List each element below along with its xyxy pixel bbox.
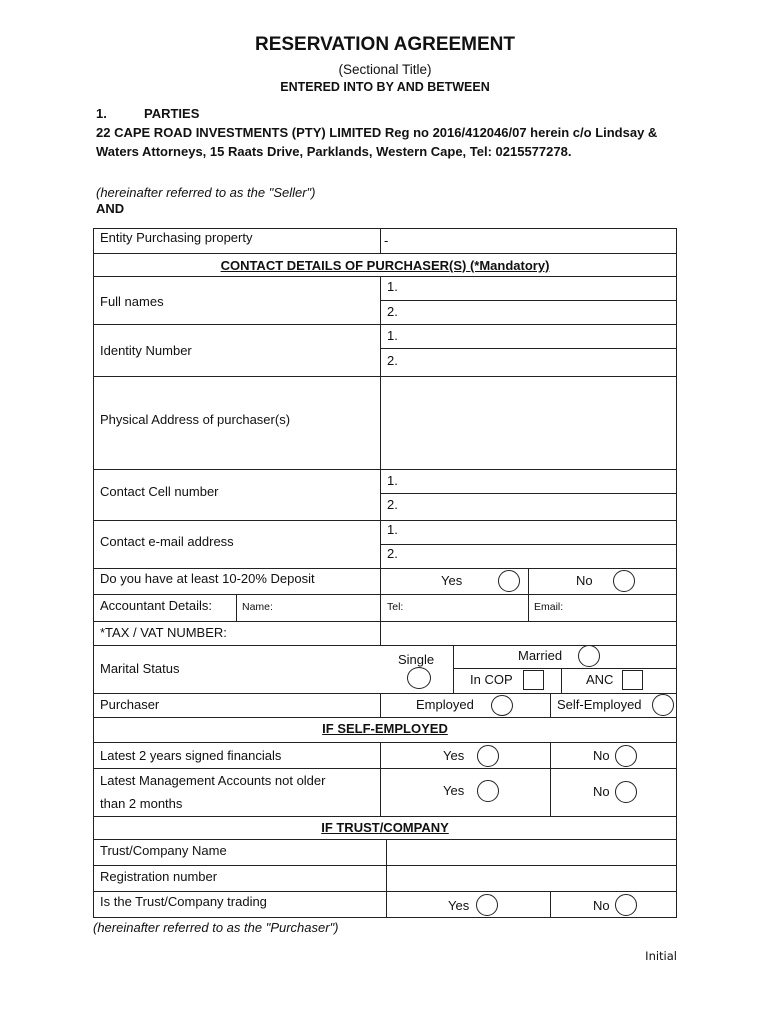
trading-yes-radio[interactable]: [476, 894, 498, 916]
identity-field-1[interactable]: 1.: [387, 328, 398, 343]
mgmt-yes-radio[interactable]: [477, 780, 499, 802]
marital-status-label: Marital Status: [100, 661, 180, 676]
contact-email-label: Contact e-mail address: [100, 534, 234, 549]
cell-field-1[interactable]: 1.: [387, 473, 398, 488]
mgmt-yes-label: Yes: [443, 783, 465, 798]
and-label: AND: [96, 201, 125, 216]
married-label: Married: [518, 648, 563, 663]
email-field-2[interactable]: 2.: [387, 546, 398, 561]
full-names-field-2[interactable]: 2.: [387, 304, 398, 319]
seller-reference: (hereinafter referred to as the "Seller"): [96, 185, 316, 200]
trading-no-radio[interactable]: [615, 894, 637, 916]
management-accounts-label-2: than 2 months: [100, 796, 183, 811]
self-employed-header: IF SELF-EMPLOYED: [322, 721, 448, 736]
deposit-yes-radio[interactable]: [498, 570, 520, 592]
trust-name-label: Trust/Company Name: [100, 843, 227, 858]
purchaser-label: Purchaser: [100, 697, 160, 712]
section-number: 1.: [96, 106, 107, 121]
document-subtitle: (Sectional Title): [338, 62, 432, 77]
physical-address-field[interactable]: [382, 380, 672, 466]
accountant-label: Accountant Details:: [100, 598, 213, 613]
accountant-name-field[interactable]: Name:: [242, 601, 273, 613]
entered-into-line: ENTERED INTO BY AND BETWEEN: [280, 80, 490, 94]
purchaser-reference: (hereinafter referred to as the "Purchaser"): [93, 920, 339, 935]
trading-no-label: No: [593, 898, 610, 913]
tax-vat-field[interactable]: [382, 623, 674, 643]
trust-name-field[interactable]: [389, 841, 674, 863]
accountant-tel-field[interactable]: Tel:: [387, 601, 404, 613]
seller-details: 22 CAPE ROAD INVESTMENTS (PTY) LIMITED Reg no 2016/412046/07 herein c/o Lindsay & Waters Attorneys, 15 Raats Drive, Parklands, Western Cape, Tel: 0215577278.: [96, 125, 658, 159]
identity-field-2[interactable]: 2.: [387, 353, 398, 368]
tax-vat-label: *TAX / VAT NUMBER:: [100, 625, 227, 640]
registration-field[interactable]: [389, 867, 674, 889]
full-names-field-1[interactable]: 1.: [387, 279, 398, 294]
document-title: RESERVATION AGREEMENT: [254, 34, 516, 55]
employed-label: Employed: [416, 697, 474, 712]
mgmt-no-radio[interactable]: [615, 781, 637, 803]
financials-yes-radio[interactable]: [477, 745, 499, 767]
deposit-question: Do you have at least 10-20% Deposit: [100, 571, 315, 586]
physical-address-label: Physical Address of purchaser(s): [100, 412, 291, 427]
self-employed-label: Self-Employed: [557, 697, 642, 712]
financials-yes-label: Yes: [443, 748, 465, 763]
financials-label: Latest 2 years signed financials: [100, 748, 282, 763]
financials-no-label: No: [593, 748, 610, 763]
full-names-label: Full names: [100, 294, 164, 309]
self-employed-radio[interactable]: [652, 694, 674, 716]
accountant-email-field[interactable]: Email:: [534, 601, 564, 613]
management-accounts-label-1: Latest Management Accounts not older: [100, 773, 326, 788]
anc-label: ANC: [586, 672, 614, 687]
single-label: Single: [398, 652, 435, 667]
entity-label: Entity Purchasing property: [100, 230, 253, 245]
registration-label: Registration number: [100, 869, 218, 884]
identity-number-label: Identity Number: [100, 343, 192, 358]
financials-no-radio[interactable]: [615, 745, 637, 767]
email-field-1[interactable]: 1.: [387, 522, 398, 537]
initial-label: Initial: [645, 949, 677, 963]
trading-yes-label: Yes: [448, 898, 470, 913]
trading-label: Is the Trust/Company trading: [100, 894, 267, 909]
in-cop-label: In COP: [470, 672, 513, 687]
mgmt-no-label: No: [593, 784, 610, 799]
trust-company-header: IF TRUST/COMPANY: [321, 820, 449, 835]
deposit-yes-label: Yes: [441, 573, 463, 588]
deposit-no-label: No: [576, 573, 593, 588]
contact-cell-label: Contact Cell number: [100, 484, 219, 499]
entity-value[interactable]: -: [384, 233, 389, 248]
single-radio[interactable]: [407, 667, 431, 689]
cell-field-2[interactable]: 2.: [387, 497, 398, 512]
anc-checkbox[interactable]: [622, 670, 643, 690]
deposit-no-radio[interactable]: [613, 570, 635, 592]
section-heading: PARTIES: [144, 106, 200, 121]
employed-radio[interactable]: [491, 695, 513, 716]
contact-details-header: CONTACT DETAILS OF PURCHASER(S) (*Mandatory): [220, 258, 550, 273]
in-cop-checkbox[interactable]: [523, 670, 544, 690]
married-radio[interactable]: [578, 645, 600, 667]
